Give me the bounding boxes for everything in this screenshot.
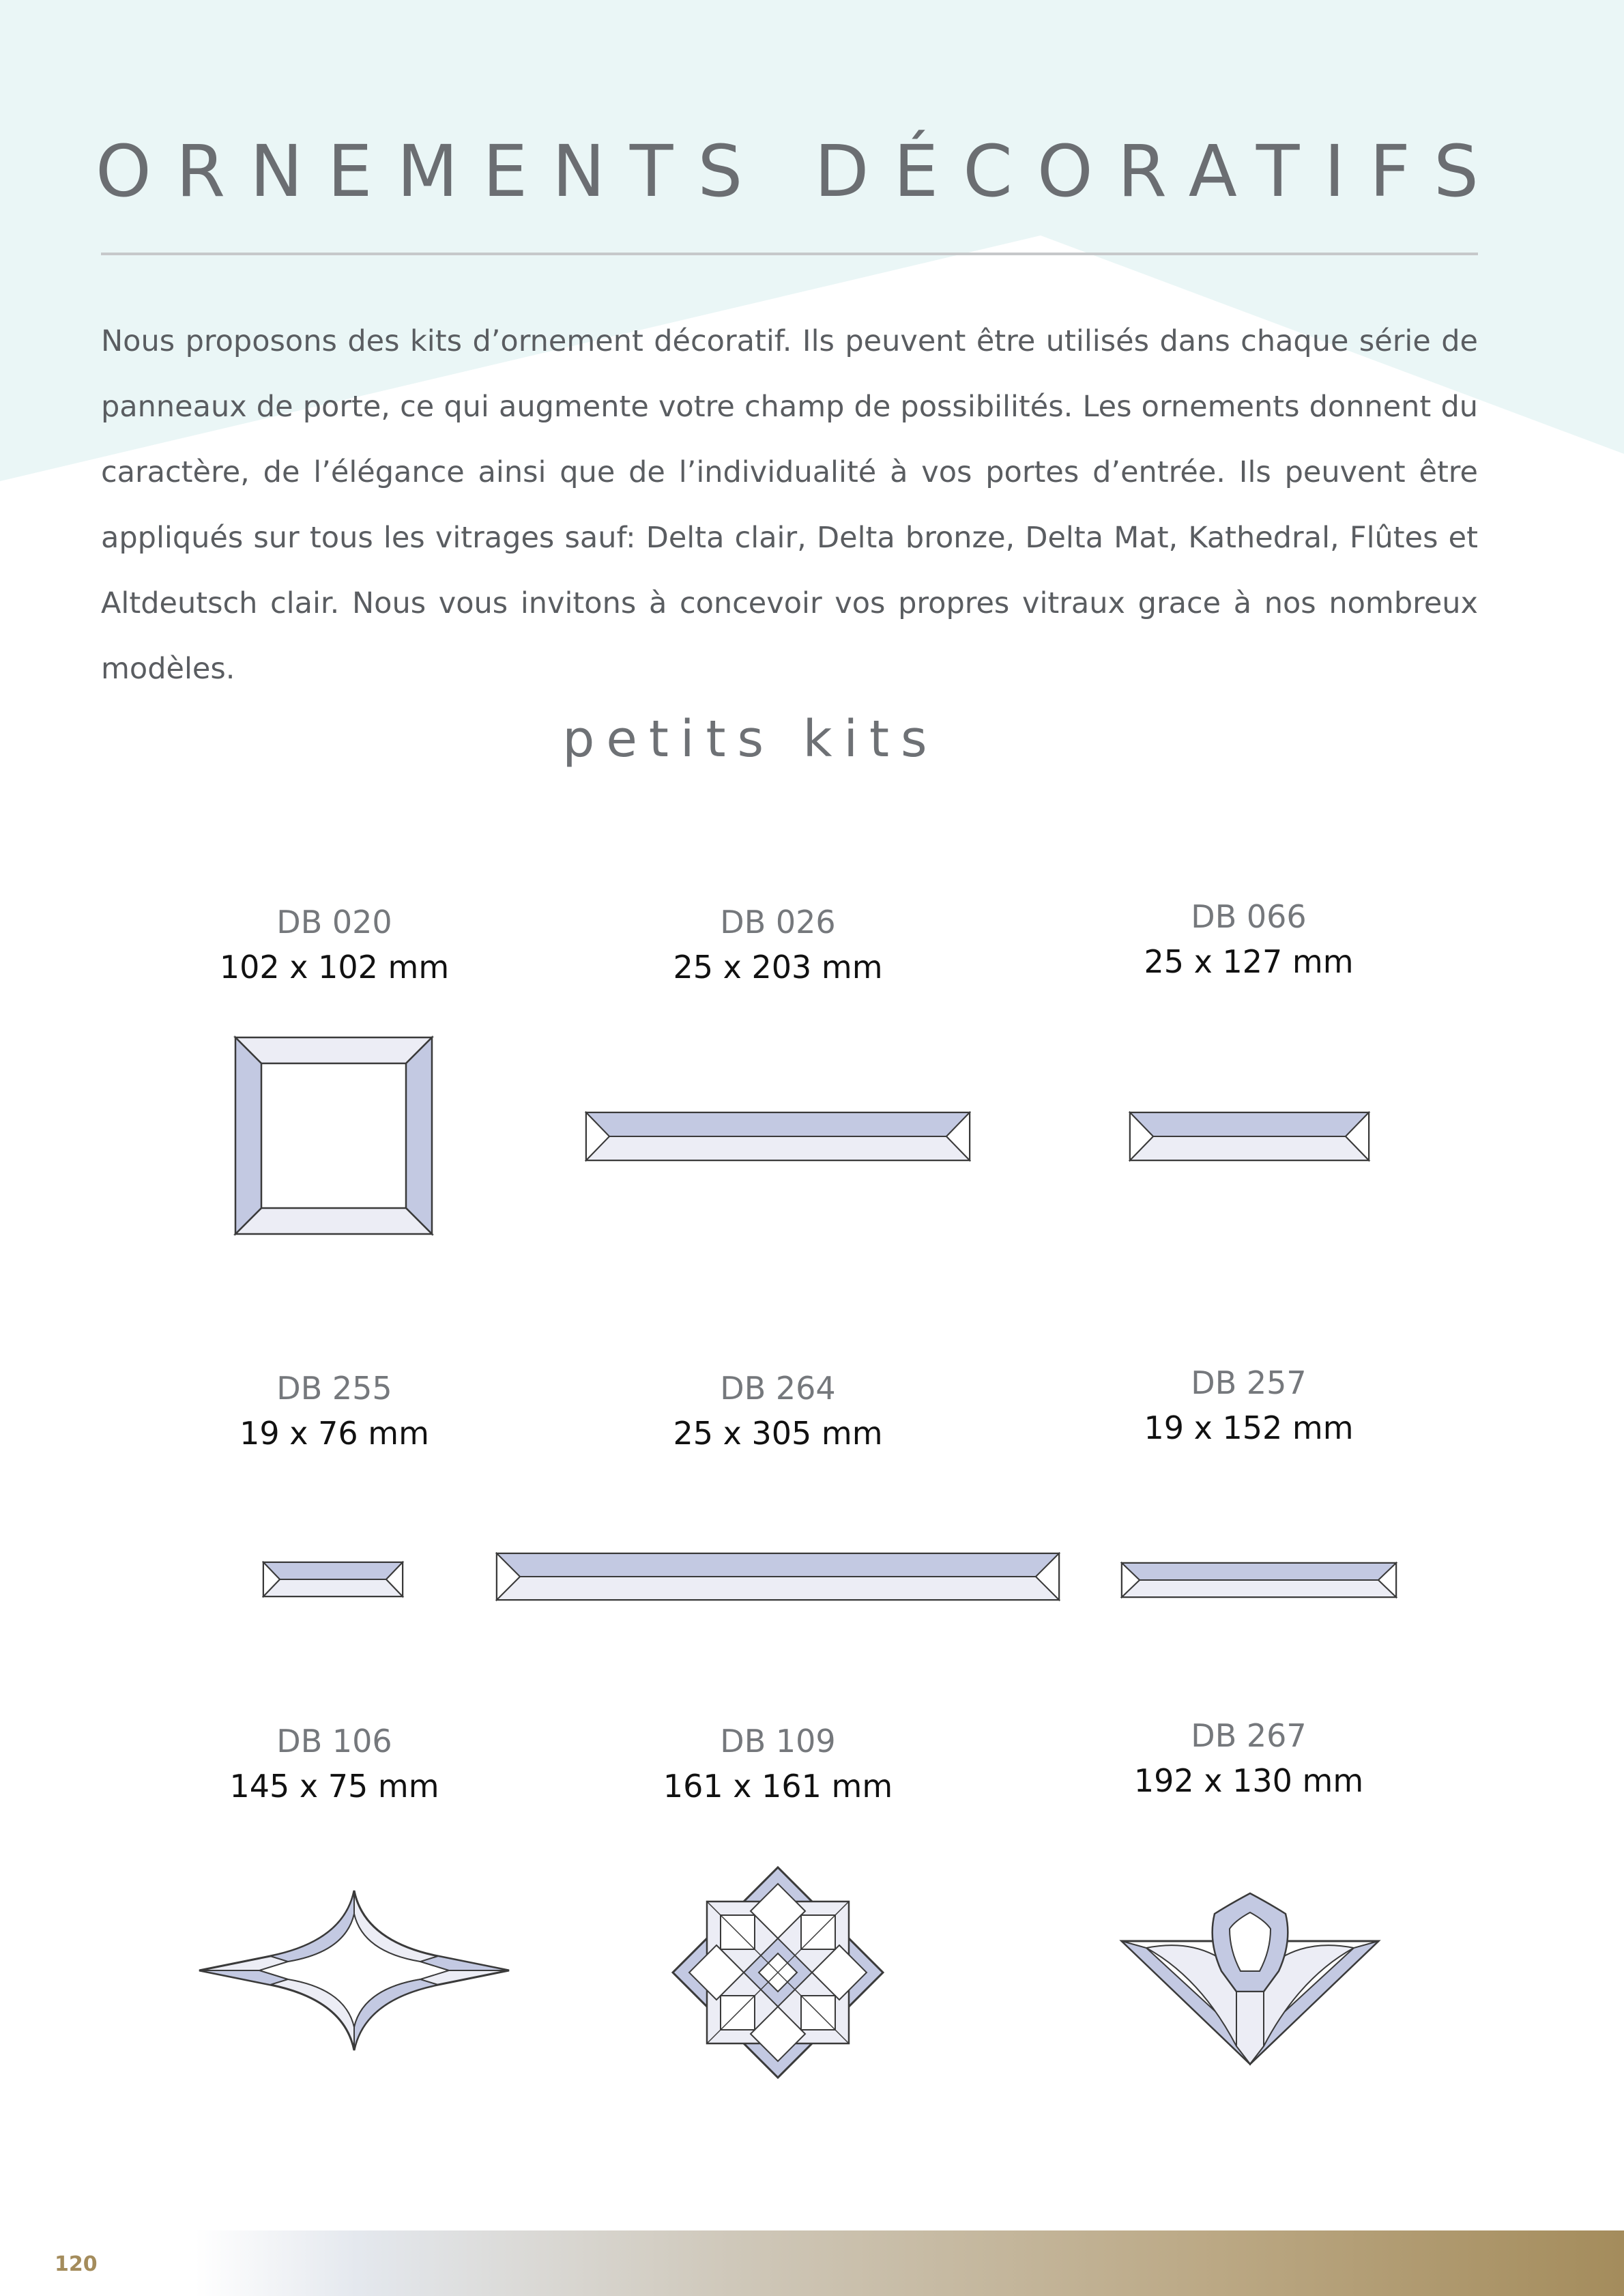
item-code: DB 066 — [1191, 898, 1307, 935]
item-dimensions: 25 x 127 mm — [1144, 943, 1354, 980]
item-code: DB 106 — [276, 1723, 392, 1760]
item-code: DB 026 — [720, 904, 836, 941]
item-code: DB 020 — [276, 904, 392, 941]
item-dimensions: 19 x 76 mm — [240, 1415, 429, 1452]
item-label — [573, 1719, 983, 1809]
page-number: 120 — [55, 2252, 98, 2276]
item-code: DB 264 — [720, 1370, 836, 1407]
ornament-db257-image — [1120, 1562, 1397, 1600]
ornament-db106-image — [195, 1886, 513, 2054]
item-dimensions: 192 x 130 mm — [1133, 1762, 1364, 1799]
item-dimensions: 19 x 152 mm — [1144, 1409, 1354, 1446]
ornament-db026-image — [585, 1111, 971, 1163]
item-code: DB 109 — [720, 1723, 836, 1760]
item-code: DB 255 — [276, 1370, 392, 1407]
item-label — [130, 1719, 539, 1809]
title-divider — [101, 253, 1478, 255]
intro-paragraph: Nous proposons des kits d’ornement décoratif. Ils peuvent être utilisés dans chaque série de panneaux de porte, ce qui augmente votre champ de possibilités. Les ornements donnent du caractère, de l’élégance ainsi que de l’individualité à vos portes d’entrée. Ils peuvent être appliqués sur tous les vitrages sauf: Delta clair, Delta bronze, Delta Mat, Kathedral, Flûtes et Altdeutsch clair. Nous vous invitons à concevoir vos propres vitraux grace à nos nombreux modèles. — [101, 324, 1478, 686]
item-dimensions: 25 x 203 mm — [673, 949, 883, 986]
item-label — [1044, 1360, 1453, 1450]
item-code: DB 267 — [1191, 1717, 1307, 1754]
item-dimensions: 145 x 75 mm — [229, 1768, 439, 1805]
ornament-db109-image — [669, 1863, 887, 2082]
item-dimensions: 161 x 161 mm — [663, 1768, 893, 1805]
item-label — [573, 900, 983, 990]
item-dimensions: 102 x 102 mm — [219, 949, 450, 986]
section-subtitle: petits kits — [562, 710, 939, 769]
item-label — [130, 1366, 539, 1456]
ornament-db267-image — [1119, 1889, 1381, 2068]
item-label — [1044, 1713, 1453, 1803]
ornament-db264-image — [495, 1552, 1060, 1603]
item-dimensions: 25 x 305 mm — [673, 1415, 883, 1452]
footer-gradient-bar — [0, 2230, 1624, 2296]
item-code: DB 257 — [1191, 1364, 1307, 1401]
item-label — [130, 900, 539, 990]
ornament-db066-image — [1129, 1111, 1372, 1163]
item-label — [573, 1366, 983, 1456]
item-label — [1044, 894, 1453, 984]
ornament-db020-image — [232, 1034, 437, 1239]
ornament-db255-image — [262, 1561, 405, 1599]
page-title: ORNEMENTS DÉCORATIFS — [96, 130, 1504, 213]
